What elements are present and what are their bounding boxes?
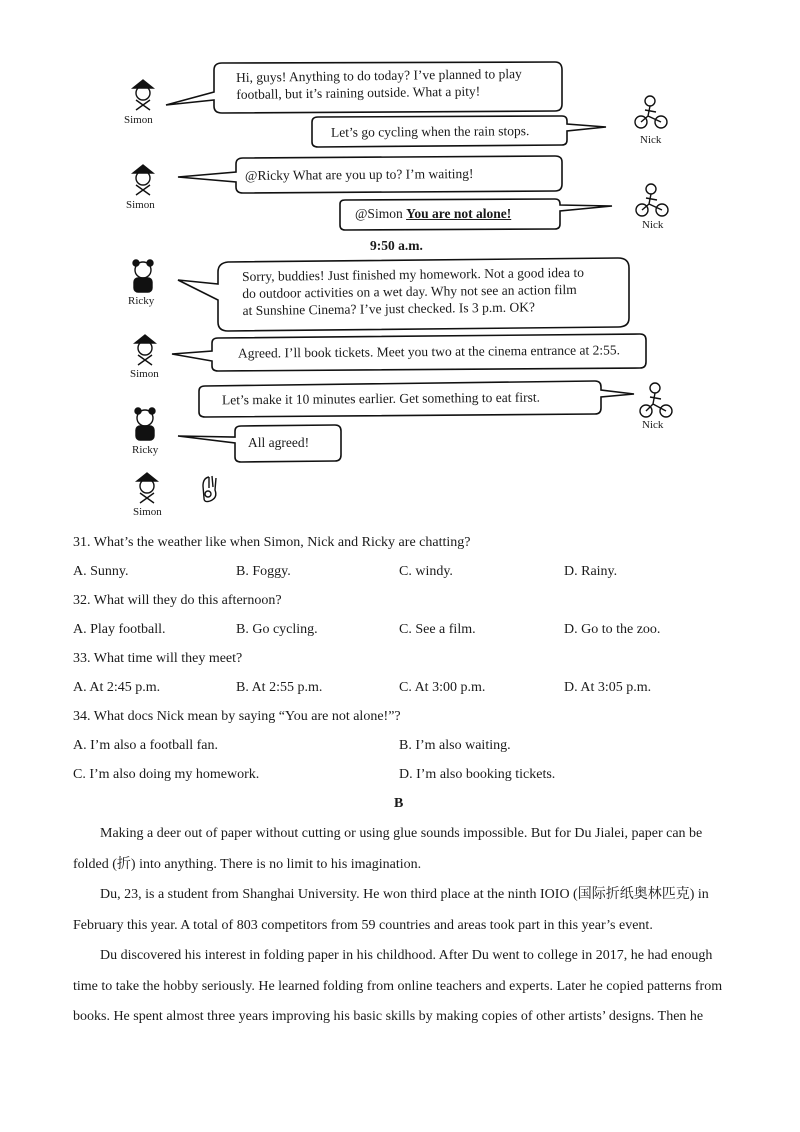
question-stem: 31. What’s the weather like when Simon, Nick and Ricky are chatting? xyxy=(73,535,471,550)
message-text: @Ricky What are you up to? I’m waiting! xyxy=(244,166,474,183)
option: C. At 3:00 p.m. xyxy=(399,680,486,695)
speaker-name: Simon xyxy=(130,368,159,380)
option: B. At 2:55 p.m. xyxy=(236,680,323,695)
nick-cyclist-icon xyxy=(640,383,672,417)
paragraph: Making a deer out of paper without cutting or using glue sounds impossible. But for Du Jialei, paper can be folded (折) into anything. There is no limit to his imagination. xyxy=(73,826,703,872)
ok-hand-icon xyxy=(203,476,216,502)
option: D. Go to the zoo. xyxy=(564,622,661,637)
time-stamp: 9:50 a.m. xyxy=(370,238,423,253)
option: A. At 2:45 p.m. xyxy=(73,680,161,695)
message-text xyxy=(355,205,511,222)
speaker-name: Ricky xyxy=(132,444,159,456)
message-text: Sorry, buddies! Just finished my homework. Not a good idea to do outdoor activities on a wet day. Why not see an action film at Sunshine Cinema? I’ve just checked. Is 3 p.m. OK? xyxy=(242,264,585,318)
message-text: Agreed. I’ll book tickets. Meet you two at the cinema entrance at 2:55. xyxy=(237,342,621,361)
speaker-name: Simon xyxy=(126,199,155,211)
option: A. Play football. xyxy=(73,622,166,637)
option: B. Go cycling. xyxy=(236,622,318,637)
option: A. I’m also a football fan. xyxy=(73,738,219,753)
simon-avatar-icon xyxy=(133,165,153,195)
option: C. windy. xyxy=(399,564,453,579)
nick-cyclist-icon xyxy=(635,96,667,128)
message-text: Let’s make it 10 minutes earlier. Get something to eat first. xyxy=(221,389,540,408)
option: D. At 3:05 p.m. xyxy=(564,680,652,695)
message-text: Let’s go cycling when the rain stops. xyxy=(330,123,530,140)
simon-avatar-icon xyxy=(135,335,155,365)
speaker-name: Nick xyxy=(640,134,662,146)
message-text: Hi, guys! Anything to do today? I’ve planned to play football, but it’s raining outside. What a pity! xyxy=(236,66,522,102)
message-text: All agreed! xyxy=(248,435,310,450)
paragraph: Du, 23, is a student from Shanghai University. He won third place at the ninth IOIO (国际折纸奥林匹克) in February this year. A total of 803 competitors from 59 countries and areas took part in this year’s event. xyxy=(73,887,709,933)
speaker-name: Simon xyxy=(124,114,153,126)
option: C. I’m also doing my homework. xyxy=(73,767,260,782)
emphasis-text: You are not alone! xyxy=(406,206,512,221)
option: B. I’m also waiting. xyxy=(399,738,511,753)
option: D. Rainy. xyxy=(564,564,618,579)
speaker-name: Ricky xyxy=(128,295,155,307)
simon-avatar-icon xyxy=(137,473,157,503)
nick-cyclist-icon xyxy=(636,184,668,216)
speaker-name: Nick xyxy=(642,419,664,431)
option: B. Foggy. xyxy=(236,564,291,579)
paragraph: Du discovered his interest in folding paper in his childhood. After Du went to college in 2017, he had enough time to take the hobby seriously. He learned folding from online teachers and experts. Later he copied patterns from books. He spent almost three years improving his basic skills by making copies of other artists’ designs. Then he xyxy=(73,948,723,1024)
option: A. Sunny. xyxy=(73,564,129,579)
question-stem: 34. What docs Nick mean by saying “You are not alone!”? xyxy=(73,709,401,724)
section-heading: B xyxy=(394,796,404,811)
simon-avatar-icon xyxy=(133,80,153,110)
speaker-name: Nick xyxy=(642,219,664,231)
mention: @Simon xyxy=(355,206,403,221)
speaker-name: Simon xyxy=(133,506,162,518)
ricky-panda-icon xyxy=(135,408,155,440)
option: D. I’m also booking tickets. xyxy=(399,767,556,782)
question-stem: 32. What will they do this afternoon? xyxy=(73,593,282,608)
ricky-panda-icon xyxy=(133,260,153,292)
option: C. See a film. xyxy=(399,622,476,637)
question-stem: 33. What time will they meet? xyxy=(73,651,243,666)
